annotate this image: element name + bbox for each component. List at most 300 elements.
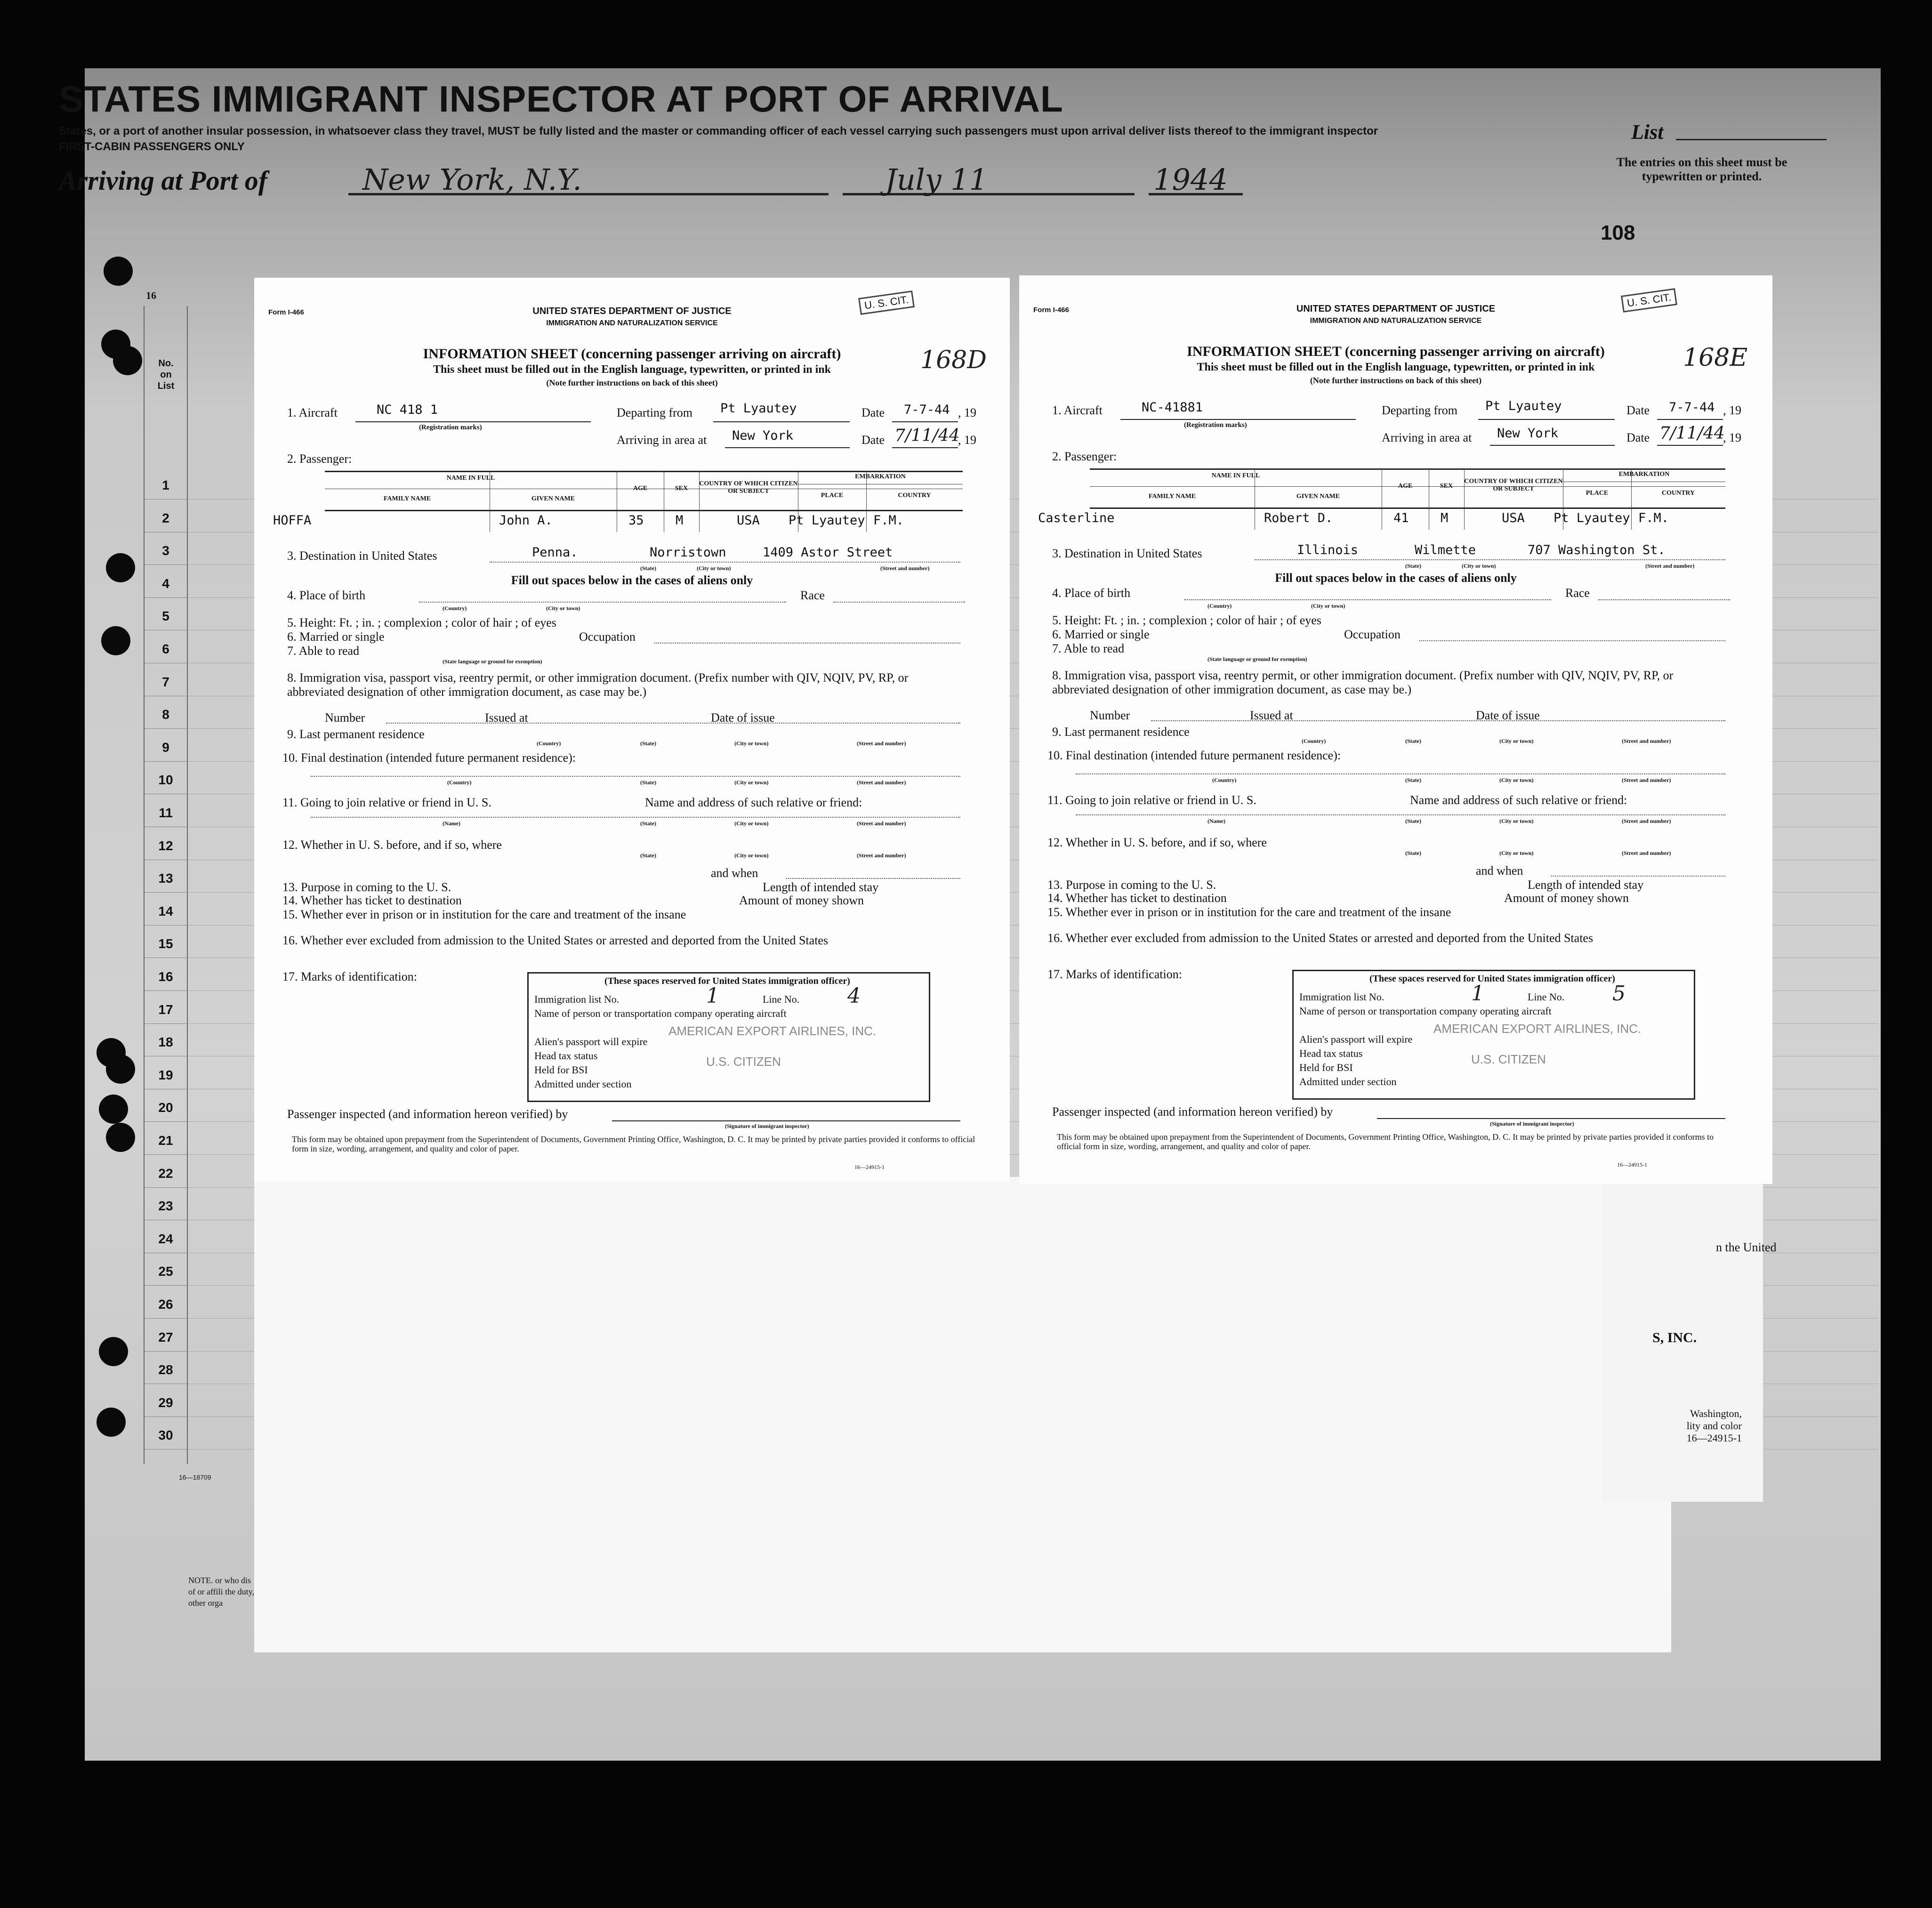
row-divider bbox=[145, 990, 187, 991]
row-number: 19 bbox=[158, 1067, 173, 1082]
aliens-heading: Fill out spaces below in the cases of aliens only bbox=[511, 573, 753, 587]
row-number: 28 bbox=[158, 1362, 173, 1377]
manifest-class-note: FIRST-CABIN PASSENGERS ONLY bbox=[59, 140, 245, 153]
question-11: 11. Going to join relative or friend in U. S. bbox=[282, 796, 491, 809]
q12-caption-state: (State) bbox=[640, 852, 656, 859]
question-7: 7. Able to read bbox=[287, 644, 360, 658]
question-6-occupation: Occupation bbox=[1344, 628, 1401, 641]
passenger-age: 35 bbox=[628, 513, 644, 528]
form-footer-code: 16—24915-1 bbox=[854, 1164, 885, 1170]
q4-caption-country: (Country) bbox=[1208, 603, 1232, 609]
question-8-number: Number bbox=[1090, 708, 1130, 722]
row-number-column bbox=[144, 306, 188, 1464]
q6-underline bbox=[1419, 640, 1725, 641]
question-12: 12. Whether in U. S. before, and if so, where bbox=[1047, 836, 1267, 849]
q11-caption-state: (State) bbox=[1405, 818, 1421, 824]
question-13: 13. Purpose in coming to the U. S. bbox=[282, 880, 451, 894]
q11-caption-name: (Name) bbox=[1208, 818, 1225, 824]
destination-city: Norristown bbox=[650, 545, 726, 560]
signature-caption: (Signature of immigrant inspector) bbox=[1490, 1120, 1574, 1127]
row-divider bbox=[145, 564, 187, 565]
header-country-emb: COUNTRY bbox=[1661, 490, 1695, 497]
punch-hole bbox=[101, 626, 130, 655]
officer-citizen-stamp: U.S. CITIZEN bbox=[1471, 1052, 1546, 1066]
service-heading: IMMIGRATION AND NATURALIZATION SERVICE bbox=[1310, 317, 1482, 325]
information-sheet-hoffa bbox=[254, 278, 1010, 1182]
row-divider bbox=[145, 597, 187, 598]
row-number: 22 bbox=[158, 1166, 173, 1181]
manifest-form-number: 16—18709 bbox=[179, 1473, 211, 1481]
question-8-issued: Issued at bbox=[1250, 708, 1293, 722]
header-name-in-full: NAME IN FULL bbox=[446, 475, 495, 482]
header-place: PLACE bbox=[821, 492, 844, 499]
q9-caption-city: (City or town) bbox=[734, 740, 769, 747]
column-head-number: 16 bbox=[146, 290, 156, 301]
form-label: Form I-466 bbox=[1033, 306, 1069, 314]
question-9: 9. Last permanent residence bbox=[1052, 725, 1190, 739]
passenger-age: 41 bbox=[1393, 511, 1409, 525]
q8-underline bbox=[1151, 720, 1725, 721]
officer-box-heading: (These spaces reserved for United States immigration officer) bbox=[1369, 974, 1615, 984]
q11-underline bbox=[311, 817, 960, 818]
aircraft-label: 1. Aircraft bbox=[287, 406, 338, 419]
q4-race-underline bbox=[1598, 599, 1730, 600]
question-8: 8. Immigration visa, passport visa, reentry permit, or other immigration document. (Prefix number with QIV, NQIV, PV, RP, or abbreviated designation of other immigration document, as case may be.) bbox=[1052, 668, 1674, 696]
registration-caption: (Registration marks) bbox=[419, 424, 482, 431]
arrive-date-value: 7/11/44 bbox=[894, 426, 960, 445]
q10-underline bbox=[311, 776, 960, 777]
officer-company-stamp: AMERICAN EXPORT AIRLINES, INC. bbox=[1433, 1022, 1642, 1036]
question-17: 17. Marks of identification: bbox=[1047, 967, 1182, 981]
q11-caption-street: (Street and number) bbox=[857, 820, 906, 827]
sheet-instruction: This sheet must be filled out in the English language, typewritten, or printed in ink bbox=[433, 363, 831, 376]
question-14-money: Amount of money shown bbox=[739, 894, 864, 907]
header-given-name: GIVEN NAME bbox=[531, 495, 575, 502]
date-underline bbox=[1657, 419, 1723, 420]
passenger-sex: M bbox=[1441, 511, 1449, 525]
aircraft-underline bbox=[355, 421, 591, 422]
question-13-length: Length of intended stay bbox=[1528, 878, 1644, 892]
form-footer-code: 16—24915-1 bbox=[1617, 1161, 1647, 1168]
arriving-underline bbox=[725, 447, 850, 448]
officer-line-no: 5 bbox=[1612, 982, 1626, 1006]
officer-list-no: 1 bbox=[1471, 982, 1484, 1006]
row-number: 14 bbox=[158, 903, 173, 918]
punch-hole bbox=[113, 346, 142, 375]
arriving-area-value: New York bbox=[732, 428, 794, 443]
question-14: 14. Whether has ticket to destination bbox=[1047, 891, 1227, 905]
q11-caption-name: (Name) bbox=[443, 820, 460, 827]
question-9: 9. Last permanent residence bbox=[287, 727, 425, 741]
port-value: New York, N.Y. bbox=[362, 162, 582, 197]
row-number: 9 bbox=[162, 740, 169, 755]
question-14: 14. Whether has ticket to destination bbox=[282, 894, 462, 907]
sheet-number: 108 bbox=[1601, 221, 1635, 244]
caption-state: (State) bbox=[640, 565, 656, 572]
officer-citizen-stamp: U.S. CITIZEN bbox=[706, 1055, 781, 1069]
row-number: 1 bbox=[162, 478, 169, 492]
q4-caption-city: (City or town) bbox=[1311, 603, 1345, 609]
arrive-date-underline bbox=[892, 447, 958, 448]
question-4: 4. Place of birth bbox=[1052, 586, 1131, 600]
officer-line-no-label: Line No. bbox=[1528, 991, 1565, 1003]
question-7: 7. Able to read bbox=[1052, 642, 1125, 655]
row-number: 7 bbox=[162, 674, 169, 689]
row-number: 24 bbox=[158, 1231, 173, 1246]
question-12: 12. Whether in U. S. before, and if so, where bbox=[282, 838, 502, 852]
row-number: 6 bbox=[162, 642, 169, 656]
caption-street: (Street and number) bbox=[880, 565, 930, 572]
caption-city: (City or town) bbox=[697, 565, 731, 572]
passenger-label: 2. Passenger: bbox=[287, 452, 352, 466]
question-13-length: Length of intended stay bbox=[763, 880, 879, 894]
passenger-citizenship: USA bbox=[1502, 511, 1525, 525]
question-16: 16. Whether ever excluded from admission to the United States or arrested and deported from the United States bbox=[282, 934, 829, 947]
punch-hole bbox=[106, 1123, 135, 1152]
row-divider bbox=[145, 925, 187, 926]
departing-label: Departing from bbox=[1382, 403, 1458, 417]
q10-underline bbox=[1076, 773, 1725, 774]
passenger-given-name: John A. bbox=[499, 513, 553, 528]
row-number: 2 bbox=[162, 510, 169, 525]
header-country-emb: COUNTRY bbox=[898, 492, 931, 499]
header-age: AGE bbox=[1398, 483, 1413, 490]
officer-list-no-label: Immigration list No. bbox=[534, 993, 620, 1005]
officer-passport-label: Alien's passport will expire bbox=[1299, 1033, 1413, 1045]
q10-caption-city: (City or town) bbox=[1499, 777, 1534, 783]
question-11: 11. Going to join relative or friend in U. S. bbox=[1047, 793, 1256, 807]
row-number: 12 bbox=[158, 838, 173, 853]
list-label: List bbox=[1631, 121, 1664, 144]
row-number: 18 bbox=[158, 1035, 173, 1050]
header-family-name: FAMILY NAME bbox=[383, 495, 431, 502]
officer-company-label: Name of person or transportation company operating aircraft bbox=[1299, 1005, 1552, 1017]
punch-hole bbox=[97, 1408, 126, 1437]
destination-state: Penna. bbox=[532, 545, 578, 560]
destination-street: 707 Washington St. bbox=[1528, 543, 1666, 557]
header-country: COUNTRY OF WHICH CITIZEN OR SUBJECT bbox=[699, 480, 798, 495]
caption-street: (Street and number) bbox=[1645, 563, 1695, 569]
q4-underline bbox=[1184, 599, 1551, 600]
officer-admitted-label: Admitted under section bbox=[534, 1078, 632, 1090]
departing-underline bbox=[713, 421, 850, 422]
punch-hole bbox=[104, 257, 133, 286]
question-15: 15. Whether ever in prison or in institution for the care and treatment of the insane bbox=[282, 908, 686, 921]
year-suffix: , 19 bbox=[1723, 403, 1741, 417]
q12-underline bbox=[786, 878, 960, 879]
passenger-family-name: HOFFA bbox=[273, 513, 312, 528]
passenger-embark-place: Pt Lyautey bbox=[1554, 511, 1630, 525]
manifest-title: STATES IMMIGRANT INSPECTOR AT PORT OF ARRIVAL bbox=[59, 78, 1063, 120]
arriving-area-value: New York bbox=[1497, 426, 1559, 441]
question-8-number: Number bbox=[325, 711, 365, 725]
year-suffix: , 19 bbox=[958, 406, 976, 419]
registration-caption: (Registration marks) bbox=[1184, 421, 1247, 429]
row-number: 15 bbox=[158, 936, 173, 951]
arrival-date-value: July 11 bbox=[885, 162, 988, 197]
header-sex: SEX bbox=[1440, 483, 1453, 490]
officer-list-no: 1 bbox=[706, 984, 719, 1008]
question-14-money: Amount of money shown bbox=[1504, 891, 1629, 905]
handwritten-sheet-id: 168D bbox=[920, 346, 987, 374]
q7-caption: (State language or ground for exemption) bbox=[1208, 656, 1307, 662]
sheet-backing bbox=[254, 1177, 1671, 1652]
question-10: 10. Final destination (intended future permanent residence): bbox=[282, 751, 576, 765]
question-5: 5. Height: Ft. ; in. ; complexion ; color of hair ; of eyes bbox=[1052, 613, 1321, 627]
q4-caption-city: (City or town) bbox=[546, 605, 580, 612]
list-note: The entries on this sheet must be typewritten or printed. bbox=[1616, 155, 1787, 183]
inspected-label: Passenger inspected (and information hereon verified) by bbox=[1052, 1105, 1333, 1119]
q12-caption-city: (City or town) bbox=[1499, 850, 1534, 856]
row-number: 26 bbox=[158, 1297, 173, 1312]
q6-underline bbox=[654, 643, 960, 644]
q10-caption-street: (Street and number) bbox=[1622, 777, 1671, 783]
departing-underline bbox=[1478, 419, 1615, 420]
question-8-issued: Issued at bbox=[485, 711, 528, 725]
question-10: 10. Final destination (intended future permanent residence): bbox=[1047, 749, 1341, 762]
question-16: 16. Whether ever excluded from admission to the United States or arrested and deported from the United States bbox=[1047, 931, 1594, 945]
q11-underline bbox=[1076, 814, 1725, 815]
row-number: 21 bbox=[158, 1133, 173, 1148]
question-8: 8. Immigration visa, passport visa, reentry permit, or other immigration document. (Prefix number with QIV, NQIV, PV, RP, or abbreviated designation of other immigration document, as case may be.) bbox=[287, 671, 909, 699]
question-6-occupation: Occupation bbox=[579, 630, 636, 644]
q9-caption-state: (State) bbox=[640, 740, 656, 747]
punch-hole bbox=[99, 1095, 128, 1124]
question-12-when: and when bbox=[1476, 864, 1523, 878]
question-6: 6. Married or single bbox=[1052, 628, 1150, 641]
row-divider bbox=[145, 1351, 187, 1352]
q10-caption-country: (Country) bbox=[1212, 777, 1237, 783]
department-heading: UNITED STATES DEPARTMENT OF JUSTICE bbox=[532, 306, 732, 316]
q9-caption-country: (Country) bbox=[537, 740, 561, 747]
q9-caption-country: (Country) bbox=[1302, 738, 1326, 744]
sheet-title: INFORMATION SHEET (concerning passenger arriving on aircraft) bbox=[1187, 344, 1605, 359]
manifest-subtitle: States, or a port of another insular possession, in whatsoever class they travel, MUST be fully listed and the master or commanding officer of each vessel carrying such passengers must upon arrival deliver lists thereof to the immigrant inspector bbox=[59, 125, 1378, 137]
row-divider bbox=[145, 1023, 187, 1024]
question-4-race: Race bbox=[800, 588, 825, 602]
passenger-family-name: Casterline bbox=[1038, 511, 1115, 525]
officer-list-no-label: Immigration list No. bbox=[1299, 991, 1385, 1003]
row-divider bbox=[145, 728, 187, 729]
arrive-date-value: 7/11/44 bbox=[1659, 424, 1725, 443]
row-number: 17 bbox=[158, 1002, 173, 1017]
underlying-sheet-text: n the United bbox=[1716, 1240, 1777, 1254]
officer-bsi-label: Held for BSI bbox=[1299, 1062, 1353, 1073]
q11-caption-state: (State) bbox=[640, 820, 656, 827]
arriving-area-label: Arriving in area at bbox=[1382, 431, 1472, 444]
question-15: 15. Whether ever in prison or in institution for the care and treatment of the insane bbox=[1047, 905, 1451, 919]
information-sheet-casterline bbox=[1019, 275, 1772, 1184]
underlying-sheet-footer: Washington, lity and color 16—24915-1 bbox=[1686, 1408, 1742, 1444]
passenger-given-name: Robert D. bbox=[1264, 511, 1333, 525]
date-label: Date bbox=[1626, 403, 1650, 417]
destination-label: 3. Destination in United States bbox=[1052, 547, 1202, 560]
us-citizen-stamp: U. S. CIT. bbox=[1621, 288, 1677, 313]
header-age: AGE bbox=[633, 485, 648, 492]
q11-caption-city: (City or town) bbox=[734, 820, 769, 827]
punch-hole bbox=[106, 1055, 135, 1084]
question-11-name: Name and address of such relative or friend: bbox=[645, 796, 862, 809]
row-divider bbox=[145, 1121, 187, 1122]
row-number: 8 bbox=[162, 707, 169, 722]
punch-hole bbox=[99, 1337, 128, 1366]
passenger-embark-place: Pt Lyautey bbox=[789, 513, 865, 528]
q10-caption-state: (State) bbox=[640, 779, 656, 786]
sheet-note: (Note further instructions on back of this sheet) bbox=[1310, 376, 1482, 385]
aircraft-value: NC 418 1 bbox=[377, 403, 438, 417]
destination-underline bbox=[1255, 559, 1725, 560]
q9-caption-state: (State) bbox=[1405, 738, 1421, 744]
row-divider bbox=[145, 1318, 187, 1319]
arrive-date-underline bbox=[1657, 445, 1723, 446]
q11-caption-street: (Street and number) bbox=[1622, 818, 1671, 824]
handwritten-sheet-id: 168E bbox=[1683, 344, 1748, 372]
destination-street: 1409 Astor Street bbox=[763, 545, 893, 560]
officer-passport-label: Alien's passport will expire bbox=[534, 1036, 648, 1047]
signature-underline bbox=[1377, 1118, 1725, 1119]
form-footer: This form may be obtained upon prepayment from the Superintendent of Documents, Government Printing Office, Washington, D. C. It may be printed by private parties provided it conforms to official form in size, wording, arrangement, and quality and color of paper. bbox=[292, 1135, 975, 1153]
sheet-title: INFORMATION SHEET (concerning passenger arriving on aircraft) bbox=[423, 346, 841, 362]
row-number: 10 bbox=[158, 773, 173, 788]
q10-caption-street: (Street and number) bbox=[857, 779, 906, 786]
q10-caption-city: (City or town) bbox=[734, 779, 769, 786]
q12-caption-street: (Street and number) bbox=[857, 852, 906, 859]
q9-caption-street: (Street and number) bbox=[857, 740, 906, 747]
form-footer: This form may be obtained upon prepayment from the Superintendent of Documents, Government Printing Office, Washington, D. C. It may be printed by private parties provided it conforms to official form in size, wording, arrangement, and quality and color of paper. bbox=[1057, 1132, 1714, 1151]
header-given-name: GIVEN NAME bbox=[1296, 493, 1340, 500]
row-number: 29 bbox=[158, 1395, 173, 1410]
aircraft-underline bbox=[1120, 419, 1356, 420]
signature-caption: (Signature of immigrant inspector) bbox=[725, 1123, 809, 1129]
departing-value: Pt Lyautey bbox=[1485, 399, 1562, 413]
question-17: 17. Marks of identification: bbox=[282, 970, 417, 983]
us-citizen-stamp: U. S. CIT. bbox=[858, 290, 915, 315]
header-name-in-full: NAME IN FULL bbox=[1211, 472, 1260, 479]
passenger-citizenship: USA bbox=[737, 513, 760, 528]
depart-date-value: 7-7-44 bbox=[1669, 400, 1715, 415]
question-8-date: Date of issue bbox=[711, 711, 775, 725]
row-number: 27 bbox=[158, 1329, 173, 1344]
question-12-when: and when bbox=[711, 866, 758, 880]
officer-company-label: Name of person or transportation company operating aircraft bbox=[534, 1007, 787, 1019]
arriving-area-label: Arriving in area at bbox=[617, 433, 707, 447]
officer-company-stamp: AMERICAN EXPORT AIRLINES, INC. bbox=[668, 1024, 877, 1038]
q12-caption-street: (Street and number) bbox=[1622, 850, 1671, 856]
question-4: 4. Place of birth bbox=[287, 588, 366, 602]
officer-line-no: 4 bbox=[847, 984, 861, 1008]
aliens-heading: Fill out spaces below in the cases of aliens only bbox=[1275, 571, 1517, 585]
officer-head-tax-label: Head tax status bbox=[1299, 1047, 1363, 1059]
service-heading: IMMIGRATION AND NATURALIZATION SERVICE bbox=[546, 319, 718, 327]
q10-caption-country: (Country) bbox=[447, 779, 472, 786]
row-divider bbox=[145, 892, 187, 893]
destination-city: Wilmette bbox=[1415, 543, 1476, 557]
arriving-underline bbox=[1490, 445, 1615, 446]
punch-hole bbox=[106, 553, 135, 582]
caption-state: (State) bbox=[1405, 563, 1421, 569]
date-underline bbox=[892, 421, 958, 422]
underlying-sheet-stamp: S, INC. bbox=[1652, 1330, 1697, 1345]
q12-underline bbox=[1551, 876, 1725, 877]
manifest-note-fragment: NOTE. or who dis of or affili the duty, other orga bbox=[188, 1576, 254, 1608]
depart-date-value: 7-7-44 bbox=[904, 403, 950, 417]
row-divider bbox=[145, 1154, 187, 1155]
row-number: 11 bbox=[159, 805, 173, 820]
passenger-embark-country: F.M. bbox=[873, 513, 904, 528]
passenger-label: 2. Passenger: bbox=[1052, 450, 1117, 463]
header-sex: SEX bbox=[675, 485, 688, 492]
row-divider bbox=[145, 761, 187, 762]
inspected-label: Passenger inspected (and information hereon verified) by bbox=[287, 1107, 568, 1121]
row-number: 3 bbox=[162, 543, 169, 558]
q9-caption-city: (City or town) bbox=[1499, 738, 1534, 744]
date-label: Date bbox=[861, 406, 885, 419]
year-suffix-2: , 19 bbox=[1723, 431, 1741, 444]
officer-line-no-label: Line No. bbox=[763, 993, 800, 1005]
officer-box-heading: (These spaces reserved for United States immigration officer) bbox=[604, 976, 850, 986]
q4-race-underline bbox=[833, 602, 965, 603]
form-label: Form I-466 bbox=[268, 308, 304, 316]
sheet-instruction: This sheet must be filled out in the English language, typewritten, or printed in ink bbox=[1197, 361, 1595, 373]
sheet-note: (Note further instructions on back of this sheet) bbox=[546, 378, 718, 387]
question-5: 5. Height: Ft. ; in. ; complexion ; color of hair ; of eyes bbox=[287, 616, 556, 629]
row-number: 5 bbox=[162, 609, 169, 624]
q10-caption-state: (State) bbox=[1405, 777, 1421, 783]
q8-underline bbox=[386, 723, 960, 724]
q4-underline bbox=[419, 602, 786, 603]
question-8-date: Date of issue bbox=[1476, 708, 1540, 722]
question-6: 6. Married or single bbox=[287, 630, 385, 644]
arrival-year-value: 1944 bbox=[1153, 162, 1228, 197]
header-family-name: FAMILY NAME bbox=[1148, 493, 1196, 500]
row-divider bbox=[145, 1285, 187, 1286]
row-number: 4 bbox=[162, 576, 169, 591]
passenger-embark-country: F.M. bbox=[1638, 511, 1669, 525]
destination-underline bbox=[490, 562, 960, 563]
year-suffix-2: , 19 bbox=[958, 433, 976, 447]
q12-caption-state: (State) bbox=[1405, 850, 1421, 856]
officer-bsi-label: Held for BSI bbox=[534, 1064, 588, 1076]
destination-state: Illinois bbox=[1297, 543, 1359, 557]
date-label-2: Date bbox=[1626, 431, 1650, 444]
department-heading: UNITED STATES DEPARTMENT OF JUSTICE bbox=[1296, 304, 1496, 314]
officer-head-tax-label: Head tax status bbox=[534, 1050, 598, 1062]
caption-city: (City or town) bbox=[1462, 563, 1496, 569]
row-number: 30 bbox=[158, 1428, 173, 1443]
row-divider bbox=[145, 1187, 187, 1188]
departing-label: Departing from bbox=[617, 406, 693, 419]
destination-label: 3. Destination in United States bbox=[287, 549, 437, 563]
q11-caption-city: (City or town) bbox=[1499, 818, 1534, 824]
aircraft-label: 1. Aircraft bbox=[1052, 403, 1103, 417]
question-11-name: Name and address of such relative or friend: bbox=[1410, 793, 1627, 807]
question-13: 13. Purpose in coming to the U. S. bbox=[1047, 878, 1216, 892]
question-4-race: Race bbox=[1565, 586, 1590, 600]
aircraft-value: NC-41881 bbox=[1142, 400, 1203, 415]
q7-caption: (State language or ground for exemption) bbox=[443, 658, 542, 665]
header-embarkation: EMBARKATION bbox=[855, 473, 906, 480]
q9-caption-street: (Street and number) bbox=[1622, 738, 1671, 744]
row-number: 16 bbox=[158, 969, 173, 984]
column-no-label: No. on List bbox=[157, 358, 175, 391]
signature-underline bbox=[612, 1120, 960, 1121]
list-underline bbox=[1676, 139, 1827, 140]
q12-caption-city: (City or town) bbox=[734, 852, 769, 859]
officer-admitted-label: Admitted under section bbox=[1299, 1076, 1397, 1087]
passenger-sex: M bbox=[676, 513, 684, 528]
header-country: COUNTRY OF WHICH CITIZEN OR SUBJECT bbox=[1464, 478, 1563, 492]
row-number: 20 bbox=[158, 1100, 173, 1115]
